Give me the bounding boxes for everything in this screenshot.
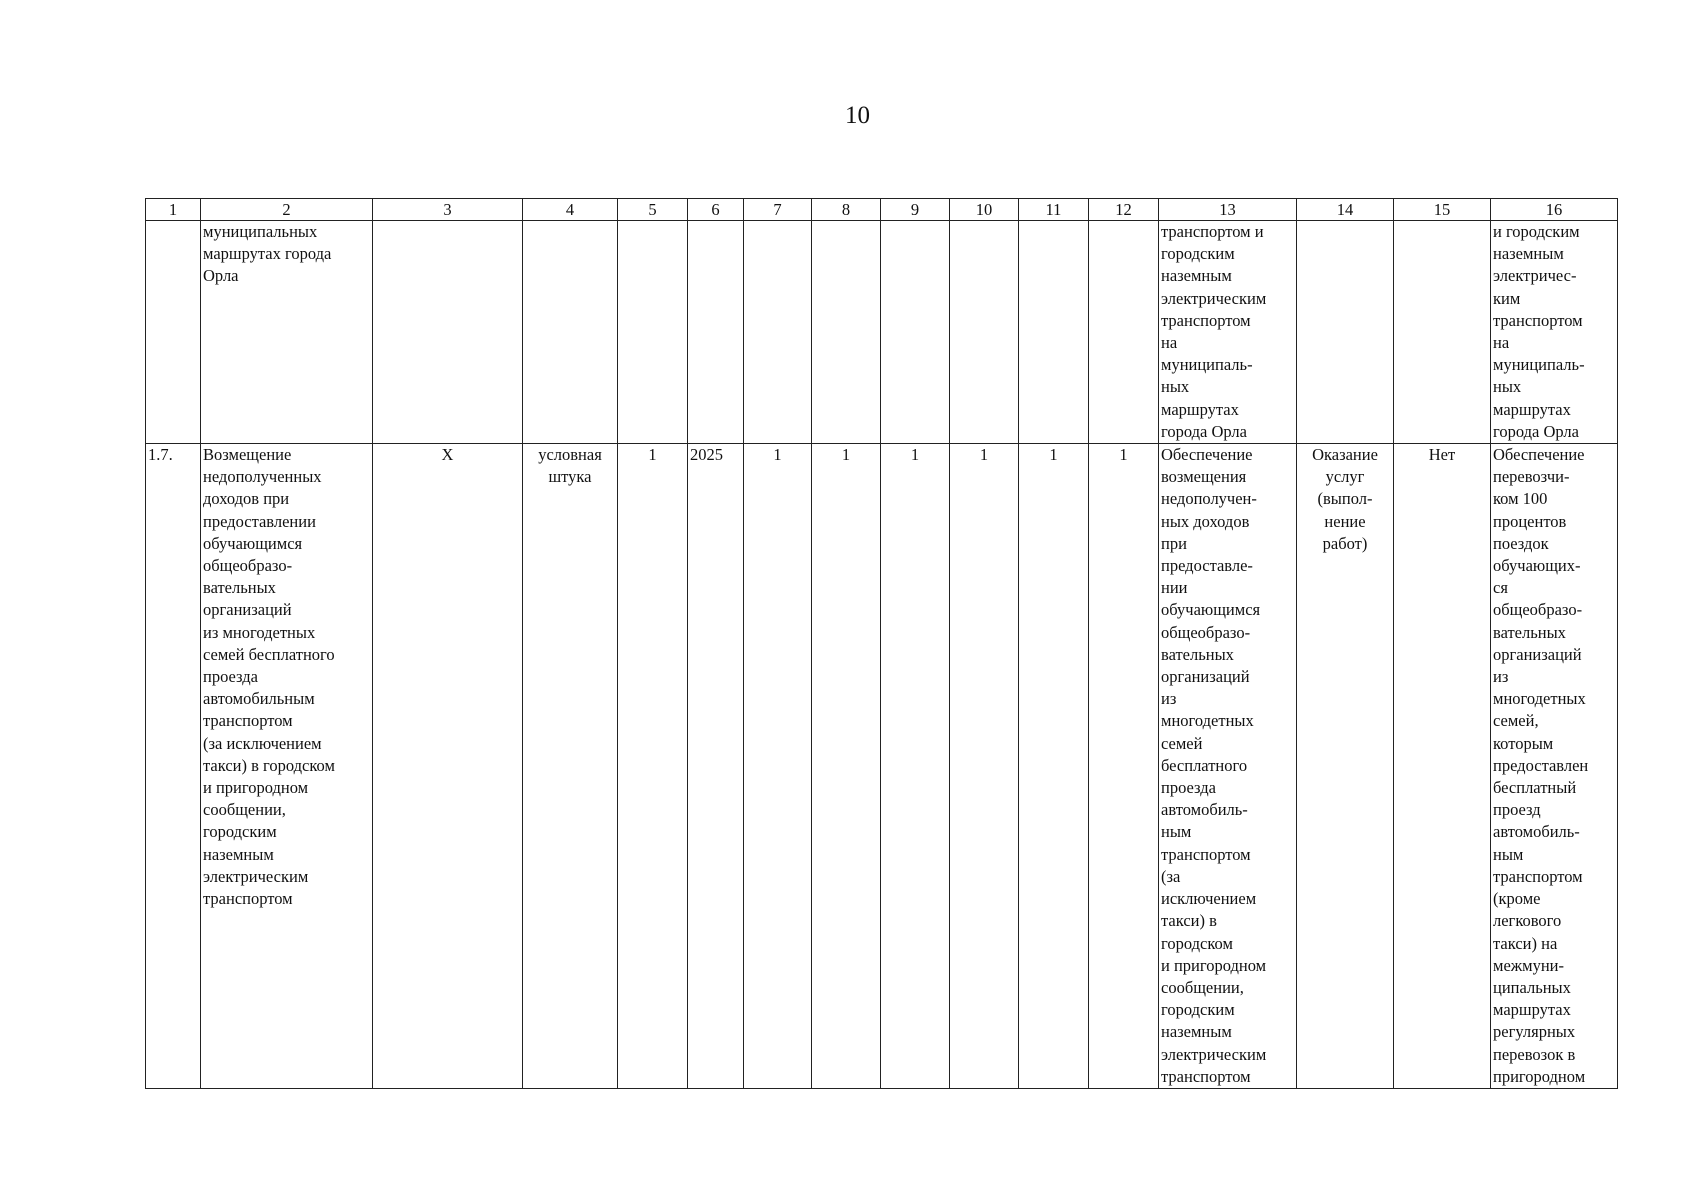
table-cell: транспортом и городским наземным электрическим транспортом на муниципаль- ных маршрутах города Орла (1159, 221, 1297, 444)
table-cell (950, 221, 1019, 444)
table-cell: 1 (812, 444, 881, 1089)
column-number: 12 (1089, 199, 1159, 221)
table-cell (1019, 221, 1089, 444)
column-number: 8 (812, 199, 881, 221)
table-cell: 1 (881, 444, 950, 1089)
table-cell: Обеспечение перевозчи- ком 100 процентов поездок обучающих- ся общеобразо- вательных организаций из многодетных семей, которым предоставлен бесплатный проезд автомобиль- ным транспортом (кроме легкового такси) на межмуни- ципальных маршрутах регулярных перевозок в пригородном (1491, 444, 1618, 1089)
column-number: 1 (146, 199, 201, 221)
column-number: 13 (1159, 199, 1297, 221)
table-cell (812, 221, 881, 444)
column-number: 14 (1297, 199, 1394, 221)
data-table (145, 198, 1618, 1089)
table-cell: Нет (1394, 444, 1491, 1089)
table-cell (1297, 221, 1394, 444)
table-cell: 1 (950, 444, 1019, 1089)
column-number: 11 (1019, 199, 1089, 221)
column-number: 2 (201, 199, 373, 221)
table-cell (688, 221, 744, 444)
table-cell: 1 (1089, 444, 1159, 1089)
table-cell: Обеспечение возмещения недополучен- ных доходов при предоставле- нии обучающимся общеобразо- вательных организаций из многодетных семей бесплатного проезда автомобиль- ным транспортом (за исключением такси) в городском и пригородном сообщении, городским наземным электрическим транспортом (1159, 444, 1297, 1089)
table-cell (1089, 221, 1159, 444)
table-cell: 1 (1019, 444, 1089, 1089)
column-number: 4 (523, 199, 618, 221)
page-number: 10 (845, 102, 870, 129)
table-cell (618, 221, 688, 444)
header-row (146, 199, 1618, 221)
item-description: муниципальных маршрутах города Орла (201, 221, 373, 444)
table-cell: 1 (744, 444, 812, 1089)
table-cell (1394, 221, 1491, 444)
table-row (146, 221, 1618, 444)
column-number: 10 (950, 199, 1019, 221)
table-cell: Х (373, 444, 523, 1089)
column-number: 7 (744, 199, 812, 221)
table-cell: и городским наземным электричес- ким транспортом на муниципаль- ных маршрутах города Орла (1491, 221, 1618, 444)
column-number: 9 (881, 199, 950, 221)
table-cell: условная штука (523, 444, 618, 1089)
column-number: 15 (1394, 199, 1491, 221)
column-number: 16 (1491, 199, 1618, 221)
table-cell: Оказание услуг (выпол- нение работ) (1297, 444, 1394, 1089)
table-cell: 2025 (688, 444, 744, 1089)
column-number: 3 (373, 199, 523, 221)
table-row (146, 444, 1618, 1089)
table-cell (744, 221, 812, 444)
column-number: 6 (688, 199, 744, 221)
table-cell (881, 221, 950, 444)
item-number (146, 221, 201, 444)
table-cell (373, 221, 523, 444)
table-cell: 1 (618, 444, 688, 1089)
column-number: 5 (618, 199, 688, 221)
item-description: Возмещение недополученных доходов при предоставлении обучающимся общеобразо- вательных организаций из многодетных семей бесплатного проезда автомобильным транспортом (за исключением такси) в городском и пригородном сообщении, городским наземным электрическим транспортом (201, 444, 373, 1089)
table-cell (523, 221, 618, 444)
item-number: 1.7. (146, 444, 201, 1089)
